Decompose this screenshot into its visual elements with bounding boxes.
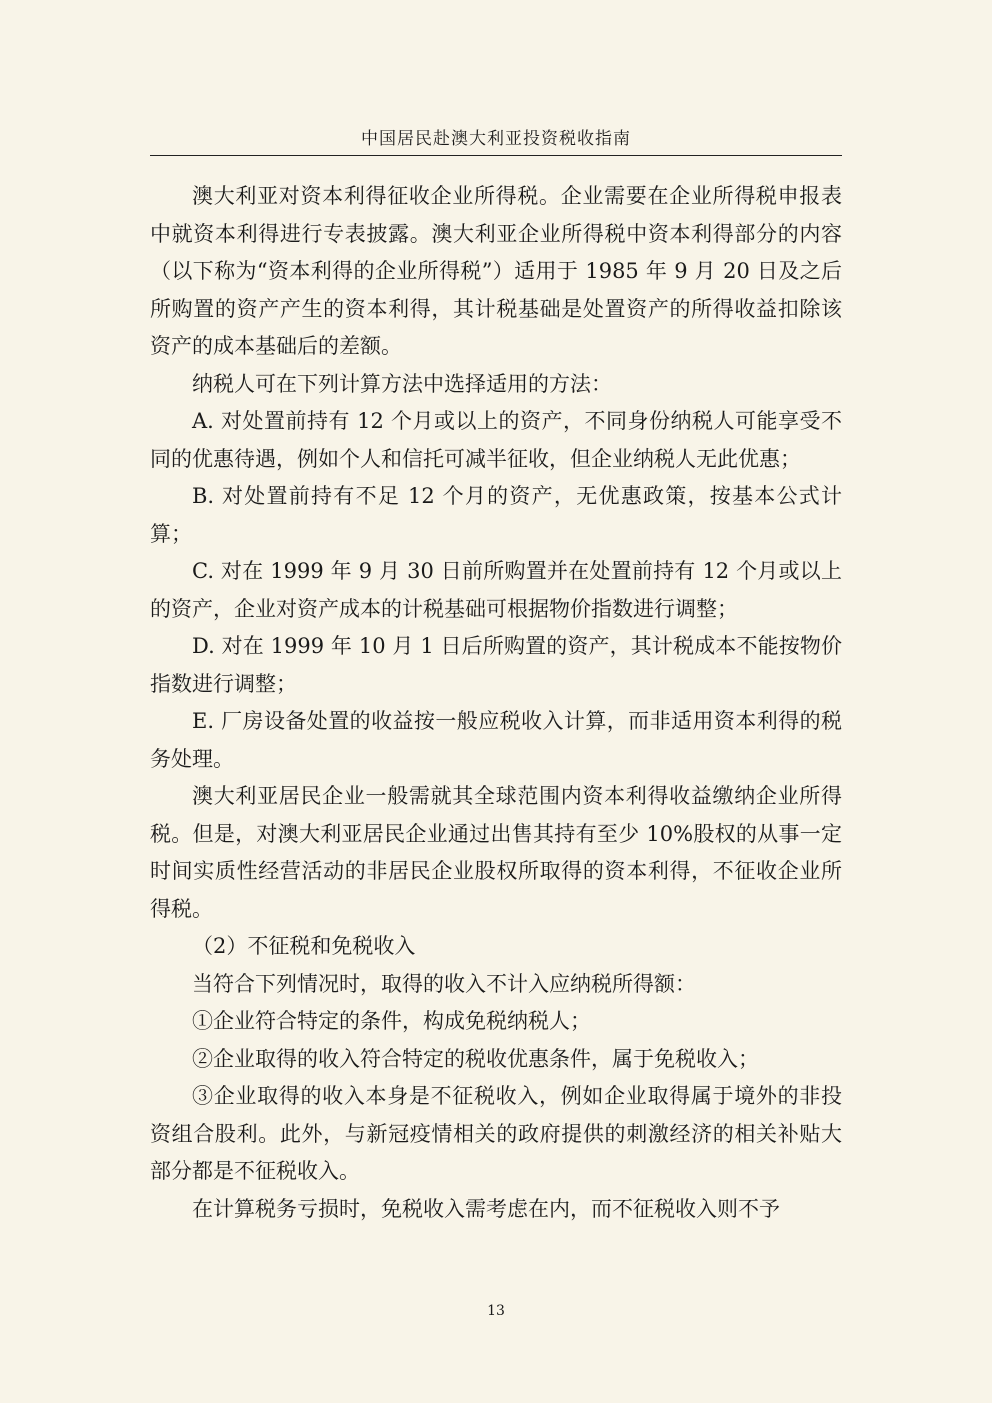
page-number: 13 — [487, 1303, 505, 1319]
list-item-1: ①企业符合特定的条件，构成免税纳税人； — [192, 1009, 591, 1033]
paragraph-tax-loss: 在计算税务亏损时，免税收入需考虑在内，而不征税收入则不予 — [192, 1196, 780, 1221]
paragraph-conditions-intro: 当符合下列情况时，取得的收入不计入应纳税所得额： — [192, 971, 696, 996]
list-item-3: ③企业取得的收入本身是不征税收入，例如企业取得属于境外的非投资组合股利。此外，与新冠疫情相关的政府提供的刺激经济的相关补贴大部分都是不征税收入。 — [150, 1084, 842, 1183]
paragraph-resident-enterprise: 澳大利亚居民企业一般需就其全球范围内资本利得收益缴纳企业所得税。但是，对澳大利亚居民企业通过出售其持有至少 10%股权的从事一定时间实质性经营活动的非居民企业股权所取得的资本利得，不征收企业所得税。 — [150, 784, 842, 921]
paragraph-method-a: A. 对处置前持有 12 个月或以上的资产，不同身份纳税人可能享受不同的优惠待遇，例如个人和信托可减半征收，但企业纳税人无此优惠； — [150, 409, 842, 471]
section-heading: （2）不征税和免税收入 — [192, 934, 416, 958]
paragraph-method-c: C. 对在 1999 年 9 月 30 日前所购置并在处置前持有 12 个月或以上的资产，企业对资产成本的计税基础可根据物价指数进行调整； — [150, 559, 842, 621]
list-item-2: ②企业取得的收入符合特定的税收优惠条件，属于免税收入； — [192, 1046, 759, 1071]
paragraph-method-e: E. 厂房设备处置的收益按一般应税收入计算，而非适用资本利得的税务处理。 — [150, 709, 842, 771]
paragraph-method-d: D. 对在 1999 年 10 月 1 日后所购置的资产，其计税成本不能按物价指数进行调整； — [150, 634, 842, 696]
header-divider — [150, 155, 842, 156]
main-text — [150, 178, 842, 1228]
running-header: 中国居民赴澳大利亚投资税收指南 — [361, 129, 631, 149]
paragraph-methods-intro: 纳税人可在下列计算方法中选择适用的方法： — [192, 371, 612, 396]
paragraph-capital-gains: 澳大利亚对资本利得征收企业所得税。企业需要在企业所得税申报表中就资本利得进行专表披露。澳大利亚企业所得税中资本利得部分的内容（以下称为“资本利得的企业所得税”）适用于 1985 年 9 月 20 日及之后所购置的资产产生的资本利得，其计税基础是处置资产的所得收益扣除该资产的成本基础后的差额。 — [150, 184, 842, 358]
paragraph-method-b: B. 对处置前持有不足 12 个月的资产，无优惠政策，按基本公式计算； — [150, 484, 842, 546]
